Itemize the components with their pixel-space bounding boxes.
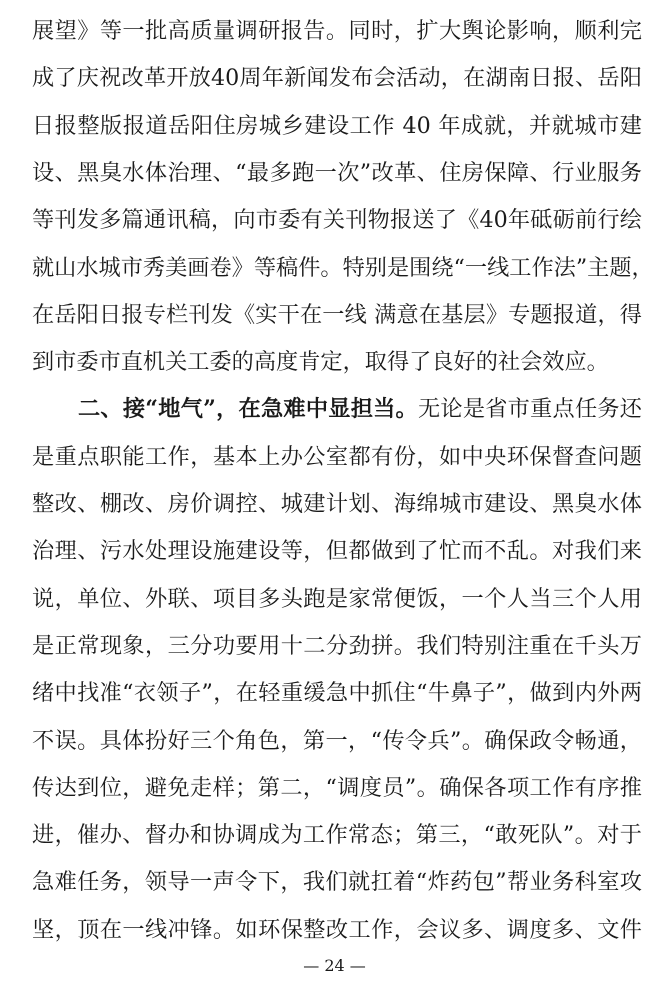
section-heading: 二、接“地气”，在急难中显担当。 [78, 396, 418, 423]
paragraph-line: 不误。具体扮好三个角色，第一，“传令兵”。确保政令畅通， [32, 727, 642, 754]
paragraph-line: 日报整版报道岳阳住房城乡建设工作 40 年成就，并就城市建 [32, 112, 642, 139]
paragraph-line: 整改、棚改、房价调控、城建计划、海绵城市建设、黑臭水体 [32, 491, 642, 517]
paragraph-line: 是重点职能工作，基本上办公室都有份，如中央环保督查问题 [32, 443, 642, 470]
paragraph-text: 无论是省市重点任务还 [417, 396, 642, 423]
paragraph-line: 展望》等一批高质量调研报告。同时，扩大舆论影响，顺利完 [32, 18, 642, 44]
paragraph-line: 传达到位，避免走样；第二，“调度员”。确保各项工作有序推 [32, 774, 642, 801]
paragraph-line: 急难任务，领导一声令下，我们就扛着“炸药包”帮业务科室攻 [32, 869, 642, 896]
section-heading-line [78, 394, 642, 424]
paragraph-line: 就山水城市秀美画卷》等稿件。特别是围绕“一线工作法”主题， [32, 254, 654, 281]
paragraph-line: 等刊发多篇通讯稿，向市委有关刊物报送了《40年砥砺前行绘 [32, 207, 642, 234]
paragraph-line: 成了庆祝改革开放40周年新闻发布会活动，在湖南日报、岳阳 [32, 65, 642, 92]
paragraph-line: 设、黑臭水体治理、“最多跑一次”改革、住房保障、行业服务 [32, 159, 642, 186]
paragraph-line: 进，催办、督办和协调成为工作常态；第三，“敢死队”。对于 [32, 822, 642, 849]
paragraph-line: 治理、污水处理设施建设等，但都做到了忙而不乱。对我们来 [32, 538, 642, 565]
paragraph-line: 到市委市直机关工委的高度肯定，取得了良好的社会效应。 [32, 349, 609, 376]
paragraph-line: 坚，顶在一线冲锋。如环保整改工作，会议多、调度多、文件 [32, 916, 642, 943]
paragraph-line: 是正常现象，三分功要用十二分劲拼。我们特别注重在千头万 [32, 632, 642, 659]
paragraph-line: 说，单位、外联、项目多头跑是家常便饭，一个人当三个人用 [32, 585, 642, 612]
paragraph-line: 绪中找准“衣领子”，在轻重缓急中抓住“牛鼻子”，做到内外两 [32, 680, 642, 707]
page-number: — 24 — [303, 956, 366, 975]
paragraph-line: 在岳阳日报专栏刊发《实干在一线 满意在基层》专题报道，得 [32, 301, 642, 328]
